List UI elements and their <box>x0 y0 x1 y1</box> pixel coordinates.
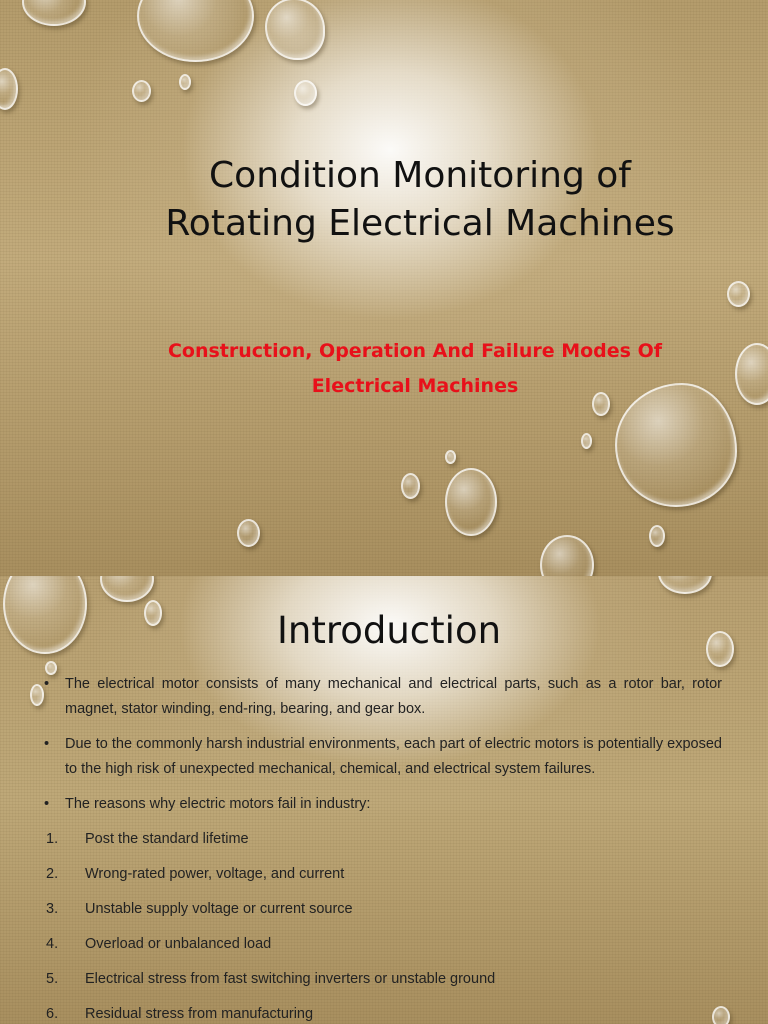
numbered-item <box>44 897 722 932</box>
item-number: 2. <box>46 866 59 882</box>
slide-body <box>44 672 722 1024</box>
numbered-item <box>44 932 722 967</box>
item-number: 4. <box>46 936 59 952</box>
water-drop <box>445 468 497 536</box>
bullet-item: • The electrical motor consists of many mechanical and electrical parts, such as a rotor bar, rotor magnet, stator winding, end-ring, bearing, and gear box. <box>44 672 722 722</box>
numbered-item <box>44 967 722 1002</box>
item-number: 5. <box>46 971 59 987</box>
water-drop <box>581 433 592 449</box>
water-drop <box>22 0 86 26</box>
water-drop <box>132 80 151 102</box>
numbered-item <box>44 862 722 897</box>
water-drop <box>727 281 750 307</box>
item-number: 3. <box>46 901 59 917</box>
water-drop <box>445 450 456 464</box>
water-drop <box>137 0 254 62</box>
item-number: 6. <box>46 1006 59 1022</box>
slide-subtitle <box>0 334 768 404</box>
water-drop <box>237 519 260 547</box>
item-text: Overload or unbalanced load <box>85 936 272 952</box>
item-text: Post the standard lifetime <box>85 831 249 847</box>
numbered-item <box>44 1002 722 1024</box>
slide-title: Introduction <box>276 609 502 652</box>
bullet-item: • The reasons why electric motors fail in industry: <box>44 792 722 817</box>
item-text: Electrical stress from fast switching inverters or unstable ground <box>85 971 496 987</box>
title-line-2: Rotating Electrical Machines <box>165 203 675 244</box>
item-number: 1. <box>46 831 59 847</box>
title-line-1: Condition Monitoring of <box>209 155 631 196</box>
water-drop <box>30 684 44 706</box>
introduction-slide <box>0 576 768 1024</box>
water-drop <box>401 473 420 499</box>
water-drop <box>100 576 154 602</box>
numbered-item <box>44 827 722 862</box>
water-drop <box>649 525 665 547</box>
slide-title <box>0 152 768 248</box>
item-text: Unstable supply voltage or current source <box>85 901 353 917</box>
item-text: Wrong-rated power, voltage, and current <box>85 866 345 882</box>
subtitle-line-1: Construction, Operation And Failure Modes Of <box>167 340 663 362</box>
water-drop <box>294 80 317 106</box>
water-drop <box>658 576 712 594</box>
water-drop <box>540 535 594 576</box>
water-drop <box>179 74 191 90</box>
item-text: Residual stress from manufacturing <box>85 1006 314 1022</box>
bullet-item: • Due to the commonly harsh industrial environments, each part of electric motors is potentially exposed to the high risk of unexpected mechanical, chemical, and electrical system failures. <box>44 732 722 782</box>
water-drop <box>265 0 325 60</box>
subtitle-line-2: Electrical Machines <box>311 375 519 397</box>
water-drop <box>0 68 18 110</box>
